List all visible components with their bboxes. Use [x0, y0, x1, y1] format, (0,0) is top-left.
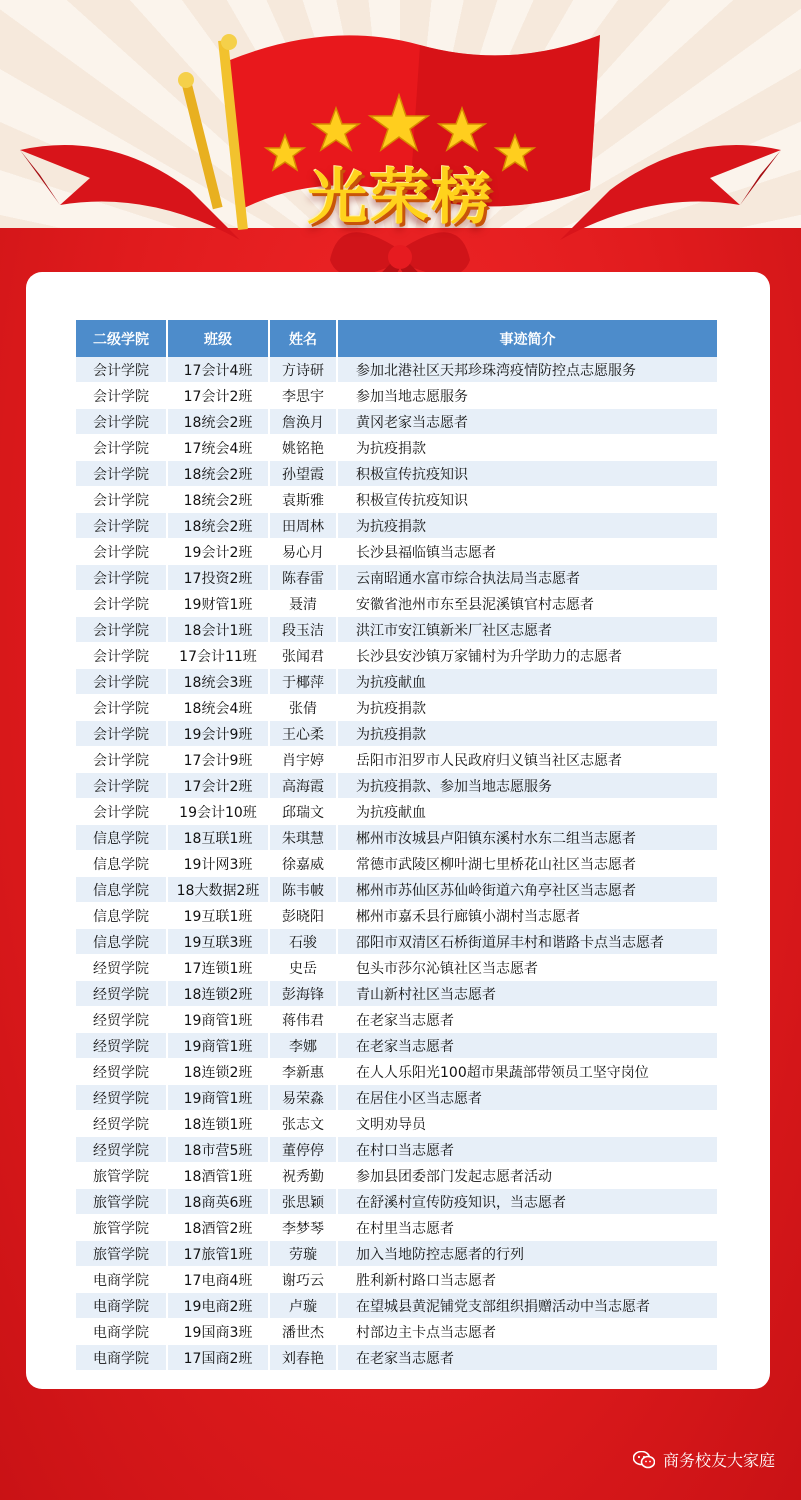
cell-name: 李娜	[269, 1033, 337, 1059]
cell-deed: 为抗疫捐款	[337, 695, 718, 721]
table-row	[76, 799, 718, 825]
table-row	[76, 513, 718, 539]
cell-deed: 常德市武陵区柳叶湖七里桥花山社区当志愿者	[337, 851, 718, 877]
cell-deed: 在村里当志愿者	[337, 1215, 718, 1241]
cell-college: 信息学院	[76, 903, 167, 929]
cell-deed: 参加县团委部门发起志愿者活动	[337, 1163, 718, 1189]
cell-deed: 洪江市安江镇新米厂社区志愿者	[337, 617, 718, 643]
cell-college: 经贸学院	[76, 1085, 167, 1111]
cell-name: 张志文	[269, 1111, 337, 1137]
cell-name: 詹涣月	[269, 409, 337, 435]
cell-class: 19商管1班	[167, 1007, 269, 1033]
pole-top-right	[221, 34, 237, 50]
cell-class: 18连锁1班	[167, 1111, 269, 1137]
cell-class: 18酒管2班	[167, 1215, 269, 1241]
cell-college: 会计学院	[76, 383, 167, 409]
cell-college: 经贸学院	[76, 981, 167, 1007]
cell-deed: 长沙县福临镇当志愿者	[337, 539, 718, 565]
cell-deed: 包头市莎尔沁镇社区当志愿者	[337, 955, 718, 981]
cell-college: 会计学院	[76, 591, 167, 617]
cell-deed: 云南昭通水富市综合执法局当志愿者	[337, 565, 718, 591]
cell-deed: 为抗疫献血	[337, 799, 718, 825]
table-row	[76, 1059, 718, 1085]
wechat-footer	[633, 1448, 775, 1471]
honor-list-card	[26, 272, 770, 1389]
table-row	[76, 357, 718, 383]
cell-college: 经贸学院	[76, 1137, 167, 1163]
table-row	[76, 851, 718, 877]
cell-deed: 在老家当志愿者	[337, 1033, 718, 1059]
table-row	[76, 747, 718, 773]
cell-name: 劳璇	[269, 1241, 337, 1267]
cell-class: 19商管1班	[167, 1085, 269, 1111]
table-row	[76, 539, 718, 565]
cell-class: 18商英6班	[167, 1189, 269, 1215]
table-row	[76, 1111, 718, 1137]
cell-college: 旅管学院	[76, 1189, 167, 1215]
cell-deed: 为抗疫捐款、参加当地志愿服务	[337, 773, 718, 799]
cell-name: 孙望霞	[269, 461, 337, 487]
cell-deed: 参加当地志愿服务	[337, 383, 718, 409]
cell-name: 王心柔	[269, 721, 337, 747]
cell-class: 19会计10班	[167, 799, 269, 825]
cell-name: 邱瑞文	[269, 799, 337, 825]
cell-class: 17统会4班	[167, 435, 269, 461]
table-row	[76, 877, 718, 903]
table-header-row	[76, 320, 718, 357]
table-row	[76, 461, 718, 487]
cell-name: 易心月	[269, 539, 337, 565]
cell-college: 旅管学院	[76, 1241, 167, 1267]
cell-class: 18酒管1班	[167, 1163, 269, 1189]
cell-college: 会计学院	[76, 513, 167, 539]
cell-class: 18统会4班	[167, 695, 269, 721]
cell-college: 会计学院	[76, 539, 167, 565]
cell-class: 19互联1班	[167, 903, 269, 929]
cell-deed: 为抗疫献血	[337, 669, 718, 695]
cell-class: 19国商3班	[167, 1319, 269, 1345]
cell-name: 史岳	[269, 955, 337, 981]
table-row	[76, 1293, 718, 1319]
cell-name: 方诗研	[269, 357, 337, 383]
cell-college: 电商学院	[76, 1267, 167, 1293]
cell-deed: 加入当地防控志愿者的行列	[337, 1241, 718, 1267]
table-row	[76, 721, 718, 747]
table-row	[76, 903, 718, 929]
cell-class: 19会计9班	[167, 721, 269, 747]
cell-class: 18统会3班	[167, 669, 269, 695]
cell-name: 谢巧云	[269, 1267, 337, 1293]
cell-name: 陈韦帔	[269, 877, 337, 903]
cell-name: 祝秀勤	[269, 1163, 337, 1189]
cell-college: 会计学院	[76, 747, 167, 773]
table-row	[76, 669, 718, 695]
cell-deed: 黄冈老家当志愿者	[337, 409, 718, 435]
cell-name: 于椰萍	[269, 669, 337, 695]
cell-deed: 郴州市汝城县卢阳镇东溪村水东二组当志愿者	[337, 825, 718, 851]
cell-name: 张思颖	[269, 1189, 337, 1215]
cell-college: 会计学院	[76, 695, 167, 721]
cell-class: 17会计2班	[167, 383, 269, 409]
cell-name: 朱琪慧	[269, 825, 337, 851]
page-title: 光荣榜	[307, 163, 494, 233]
cell-college: 信息学院	[76, 929, 167, 955]
cell-name: 董停停	[269, 1137, 337, 1163]
cell-class: 19会计2班	[167, 539, 269, 565]
cell-class: 19电商2班	[167, 1293, 269, 1319]
cell-name: 张倩	[269, 695, 337, 721]
cell-name: 徐嘉威	[269, 851, 337, 877]
cell-name: 潘世杰	[269, 1319, 337, 1345]
cell-deed: 长沙县安沙镇万家铺村为升学助力的志愿者	[337, 643, 718, 669]
cell-deed: 为抗疫捐款	[337, 513, 718, 539]
table-row	[76, 383, 718, 409]
table-row	[76, 955, 718, 981]
cell-class: 18统会2班	[167, 513, 269, 539]
cell-name: 彭晓阳	[269, 903, 337, 929]
table-row	[76, 565, 718, 591]
cell-college: 会计学院	[76, 565, 167, 591]
cell-name: 李梦琴	[269, 1215, 337, 1241]
table-row	[76, 435, 718, 461]
cell-deed: 在村口当志愿者	[337, 1137, 718, 1163]
cell-class: 17会计9班	[167, 747, 269, 773]
header-college: 二级学院	[76, 320, 167, 357]
cell-name: 袁斯雅	[269, 487, 337, 513]
header-name: 姓名	[269, 320, 337, 357]
cell-college: 经贸学院	[76, 1059, 167, 1085]
header-class: 班级	[167, 320, 269, 357]
cell-college: 经贸学院	[76, 1033, 167, 1059]
cell-name: 石骏	[269, 929, 337, 955]
cell-name: 卢璇	[269, 1293, 337, 1319]
table-row	[76, 1189, 718, 1215]
cell-college: 经贸学院	[76, 1111, 167, 1137]
cell-class: 18连锁2班	[167, 1059, 269, 1085]
table-row	[76, 1345, 718, 1371]
cell-deed: 郴州市苏仙区苏仙岭街道六角亭社区当志愿者	[337, 877, 718, 903]
cell-college: 信息学院	[76, 825, 167, 851]
cell-college: 会计学院	[76, 721, 167, 747]
table-row	[76, 643, 718, 669]
cell-name: 田周林	[269, 513, 337, 539]
cell-class: 18连锁2班	[167, 981, 269, 1007]
cell-college: 经贸学院	[76, 955, 167, 981]
cell-college: 会计学院	[76, 435, 167, 461]
cell-deed: 在居住小区当志愿者	[337, 1085, 718, 1111]
cell-college: 会计学院	[76, 487, 167, 513]
cell-deed: 积极宣传抗疫知识	[337, 461, 718, 487]
cell-deed: 在人人乐阳光100超市果蔬部带领员工坚守岗位	[337, 1059, 718, 1085]
cell-deed: 邵阳市双清区石桥街道屏丰村和谐路卡点当志愿者	[337, 929, 718, 955]
table-row	[76, 1007, 718, 1033]
cell-name: 李思宇	[269, 383, 337, 409]
cell-college: 会计学院	[76, 643, 167, 669]
cell-college: 旅管学院	[76, 1163, 167, 1189]
cell-name: 蒋伟君	[269, 1007, 337, 1033]
cell-name: 肖宇婷	[269, 747, 337, 773]
table-row	[76, 1163, 718, 1189]
cell-class: 18互联1班	[167, 825, 269, 851]
cell-name: 高海霞	[269, 773, 337, 799]
cell-name: 陈春雷	[269, 565, 337, 591]
cell-class: 17连锁1班	[167, 955, 269, 981]
cell-deed: 青山新村社区当志愿者	[337, 981, 718, 1007]
cell-college: 会计学院	[76, 617, 167, 643]
cell-class: 17会计4班	[167, 357, 269, 383]
cell-class: 18统会2班	[167, 487, 269, 513]
cell-deed: 文明劝导员	[337, 1111, 718, 1137]
cell-deed: 村部边主卡点当志愿者	[337, 1319, 718, 1345]
cell-college: 会计学院	[76, 461, 167, 487]
cell-deed: 为抗疫捐款	[337, 721, 718, 747]
cell-college: 会计学院	[76, 409, 167, 435]
table-row	[76, 929, 718, 955]
cell-class: 17国商2班	[167, 1345, 269, 1371]
cell-college: 会计学院	[76, 357, 167, 383]
cell-deed: 在老家当志愿者	[337, 1007, 718, 1033]
table-row	[76, 1267, 718, 1293]
table-row	[76, 1319, 718, 1345]
cell-class: 18会计1班	[167, 617, 269, 643]
wechat-icon	[633, 1451, 655, 1469]
cell-deed: 郴州市嘉禾县行廊镇小湖村当志愿者	[337, 903, 718, 929]
cell-deed: 为抗疫捐款	[337, 435, 718, 461]
cell-name: 姚铭艳	[269, 435, 337, 461]
cell-name: 段玉洁	[269, 617, 337, 643]
cell-deed: 积极宣传抗疫知识	[337, 487, 718, 513]
cell-name: 聂清	[269, 591, 337, 617]
cell-class: 17投资2班	[167, 565, 269, 591]
table-row	[76, 591, 718, 617]
cell-name: 彭海锋	[269, 981, 337, 1007]
cell-deed: 在老家当志愿者	[337, 1345, 718, 1371]
table-row	[76, 1215, 718, 1241]
table-row	[76, 981, 718, 1007]
honor-table	[76, 320, 719, 1371]
table-row	[76, 695, 718, 721]
table-row	[76, 1241, 718, 1267]
cell-class: 18统会2班	[167, 409, 269, 435]
cell-name: 李新惠	[269, 1059, 337, 1085]
cell-deed: 在望城县黄泥铺党支部组织捐赠活动中当志愿者	[337, 1293, 718, 1319]
cell-deed: 在舒溪村宣传防疫知识，当志愿者	[337, 1189, 718, 1215]
cell-deed: 胜利新村路口当志愿者	[337, 1267, 718, 1293]
cell-college: 会计学院	[76, 773, 167, 799]
cell-college: 信息学院	[76, 877, 167, 903]
cell-name: 易荣淼	[269, 1085, 337, 1111]
cell-college: 会计学院	[76, 669, 167, 695]
table-row	[76, 487, 718, 513]
cell-deed: 参加北港社区天邦珍珠湾疫情防控点志愿服务	[337, 357, 718, 383]
cell-college: 电商学院	[76, 1319, 167, 1345]
table-row	[76, 617, 718, 643]
table-row	[76, 1033, 718, 1059]
cell-college: 信息学院	[76, 851, 167, 877]
cell-class: 18大数据2班	[167, 877, 269, 903]
account-name: 商务校友大家庭	[662, 1451, 775, 1470]
cell-class: 17旅管1班	[167, 1241, 269, 1267]
bow-knot	[388, 245, 412, 269]
cell-class: 19财管1班	[167, 591, 269, 617]
cell-college: 会计学院	[76, 799, 167, 825]
cell-class: 17会计2班	[167, 773, 269, 799]
table-row	[76, 1137, 718, 1163]
table-row	[76, 773, 718, 799]
table-row	[76, 825, 718, 851]
cell-college: 电商学院	[76, 1293, 167, 1319]
cell-class: 17会计11班	[167, 643, 269, 669]
table-row	[76, 1085, 718, 1111]
cell-name: 刘春艳	[269, 1345, 337, 1371]
cell-name: 张闻君	[269, 643, 337, 669]
pole-top-left	[178, 72, 194, 88]
cell-deed: 岳阳市汨罗市人民政府归义镇当社区志愿者	[337, 747, 718, 773]
cell-class: 19互联3班	[167, 929, 269, 955]
cell-class: 18市营5班	[167, 1137, 269, 1163]
header-deed: 事迹简介	[337, 320, 718, 357]
cell-class: 19商管1班	[167, 1033, 269, 1059]
cell-deed: 安徽省池州市东至县泥溪镇官村志愿者	[337, 591, 718, 617]
cell-college: 电商学院	[76, 1345, 167, 1371]
table-row	[76, 409, 718, 435]
cell-class: 19计网3班	[167, 851, 269, 877]
cell-class: 18统会2班	[167, 461, 269, 487]
cell-college: 经贸学院	[76, 1007, 167, 1033]
cell-class: 17电商4班	[167, 1267, 269, 1293]
cell-college: 旅管学院	[76, 1215, 167, 1241]
